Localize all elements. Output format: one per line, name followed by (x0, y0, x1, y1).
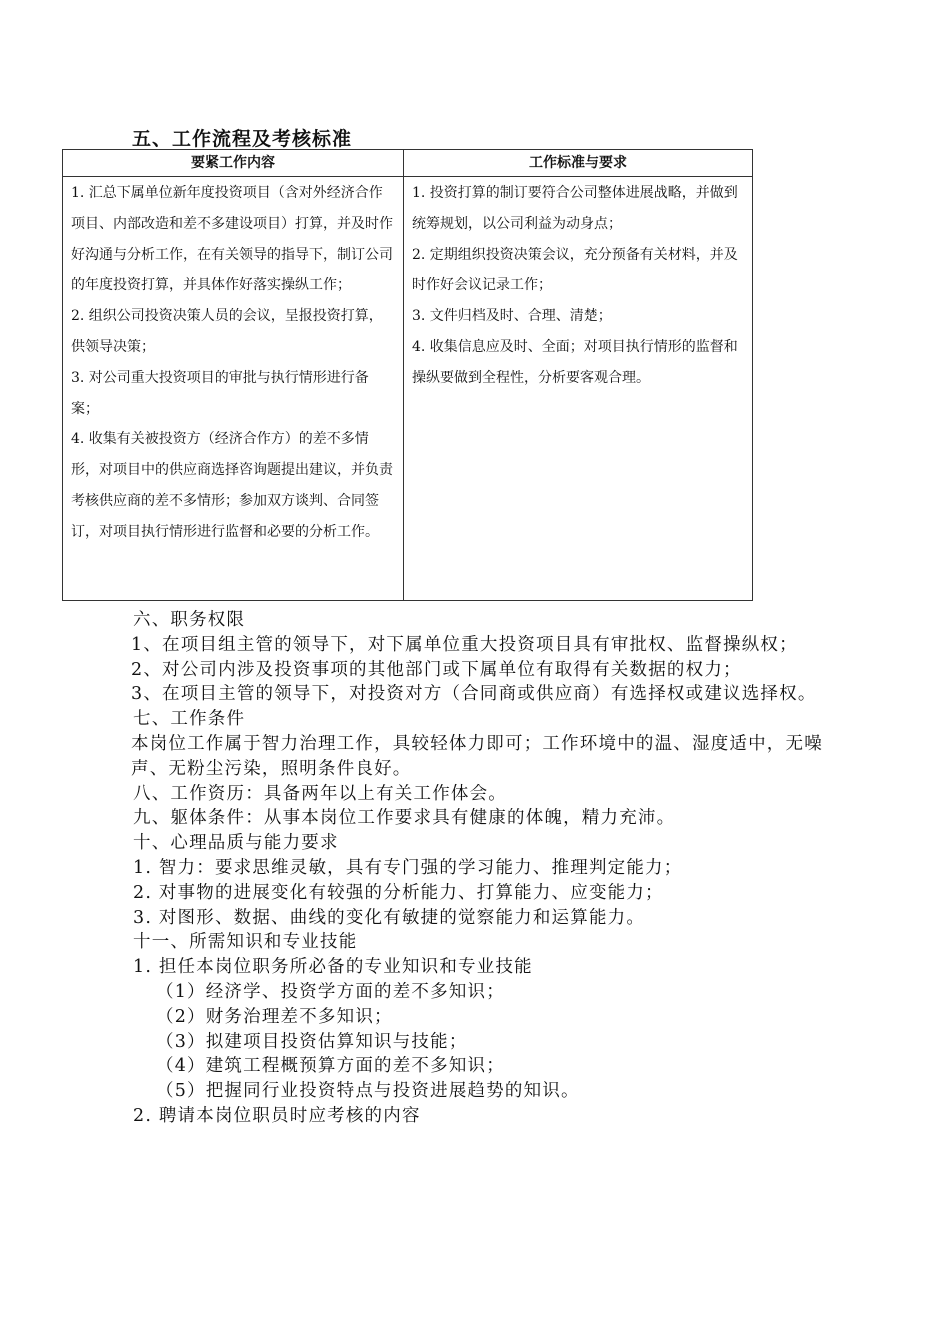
knowledge-item-2: 2. 聘请本岗位职员时应考核的内容 (133, 1105, 421, 1126)
table-header-main-work: 要紧工作内容 (63, 150, 404, 177)
knowledge-subitem-3: （3）拟建项目投资估算知识与技能； (156, 1031, 468, 1052)
table-header-standards: 工作标准与要求 (404, 150, 753, 177)
workflow-table (62, 149, 753, 601)
knowledge-item-1: 1. 担任本岗位职务所必备的专业知识和专业技能 (133, 957, 533, 978)
section-11-title: 十一、所需知识和专业技能 (133, 932, 358, 953)
ability-item-3: 3. 对图形、数据、曲线的变化有敏捷的觉察能力和运算能力。 (133, 907, 646, 928)
standard-item-3: 3. 文件归档及时、合理、清楚； (412, 308, 612, 325)
main-work-cell (63, 177, 404, 601)
table-header-row (63, 150, 753, 177)
ability-item-1: 1. 智力：要求思维灵敏，具有专门强的学习能力、推理判定能力； (133, 857, 683, 878)
standard-item-4: 4. 收集信息应及时、全面；对项目执行情形的监督和操纵要做到全程性，分析要客观合理。 (412, 338, 738, 386)
section-6-title: 六、职务权限 (133, 610, 246, 630)
knowledge-subitem-1: （1）经济学、投资学方面的差不多知识； (156, 981, 505, 1002)
standards-cell (404, 177, 753, 601)
main-work-item-2: 2. 组织公司投资决策人员的会议，呈报投资打算，供领导决策； (71, 308, 383, 355)
main-work-item-3: 3. 对公司重大投资项目的审批与执行情形进行备案； (71, 369, 369, 417)
section-7-title: 七、工作条件 (133, 709, 246, 730)
work-conditions-text: 本岗位工作属于智力治理工作，具较轻体力即可；工作环境中的温、湿度适中，无噪声、无粉尘污染，照明条件良好。 (131, 733, 823, 779)
authority-item-3: 3、在项目主管的领导下，对投资对方（合同商或供应商）有选择权或建议选择权。 (131, 684, 817, 705)
knowledge-subitem-2: （2）财务治理差不多知识； (156, 1006, 393, 1027)
section-9-text: 九、躯体条件：从事本岗位工作要求具有健康的体魄，精力充沛。 (133, 808, 676, 829)
authority-item-2: 2、对公司内涉及投资事项的其他部门或下属单位有取得有关数据的权力； (131, 659, 742, 680)
table-row (63, 177, 753, 601)
standard-item-1: 1. 投资打算的制订要符合公司整体进展战略，并做到统筹规划，以公司利益为动身点； (412, 185, 738, 232)
authority-item-1: 1、在项目组主管的领导下，对下属单位重大投资项目具有审批权、监督操纵权； (131, 634, 798, 655)
ability-item-2: 2. 对事物的进展变化有较强的分析能力、打算能力、应变能力； (133, 882, 664, 903)
section-5-title: 五、工作流程及考核标准 (132, 128, 353, 150)
main-work-item-1: 1. 汇总下属单位新年度投资项目（含对外经济合作项目、内部改造和差不多建设项目）打算，并及时作好沟通与分析工作，在有关领导的指导下，制订公司的年度投资打算，并具体作好落实操纵工作； (71, 185, 393, 294)
knowledge-subitem-4: （4）建筑工程概预算方面的差不多知识； (156, 1056, 505, 1077)
knowledge-subitem-5: （5）把握同行业投资特点与投资进展趋势的知识。 (156, 1081, 580, 1102)
main-work-item-4: 4. 收集有关被投资方（经济合作方）的差不多情形，对项目中的供应商选择咨询题提出建议，并负责考核供应商的差不多情形；参加双方谈判、合同签订，对项目执行情形进行监督和必要的分析工作。 (71, 431, 393, 540)
section-10-title: 十、心理品质与能力要求 (133, 833, 339, 854)
body-text (116, 608, 838, 1129)
standard-item-2: 2. 定期组织投资决策会议，充分预备有关材料，并及时作好会议记录工作； (412, 246, 738, 294)
section-8-text: 八、工作资历：具备两年以上有关工作体会。 (133, 783, 507, 804)
